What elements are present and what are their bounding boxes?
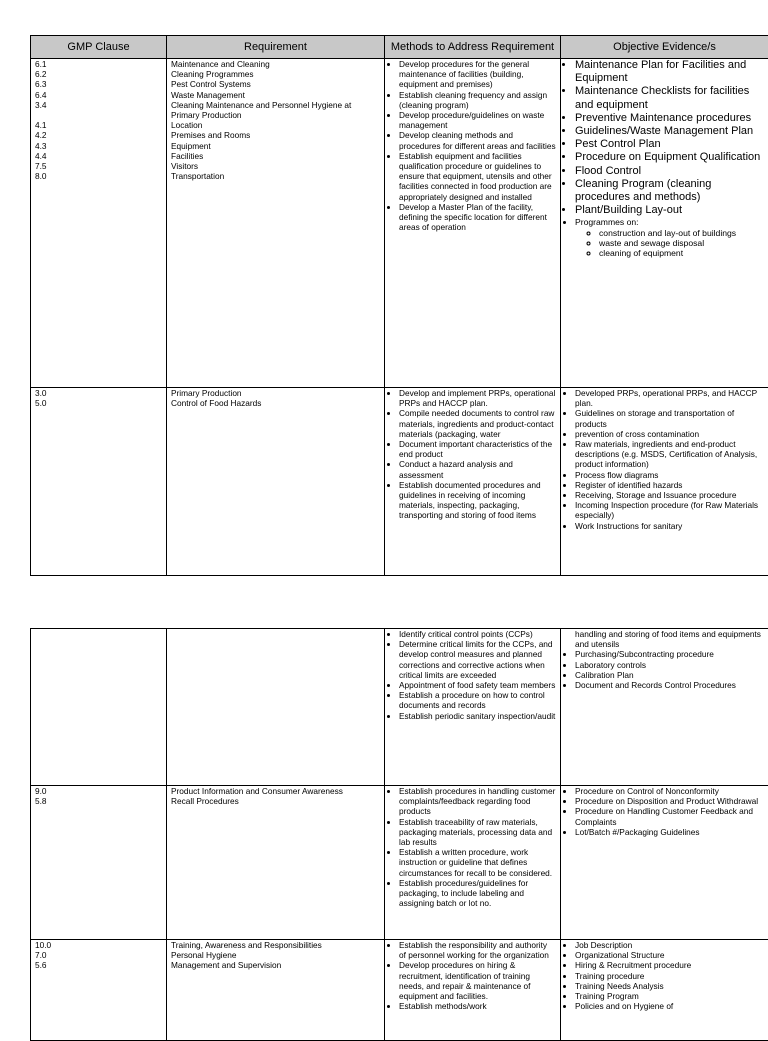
list-item: • Calibration Plan — [575, 670, 764, 680]
cell-line: 5.6 — [35, 960, 162, 970]
list-item: • Establish traceability of raw materials, packaging materials, processing data and lab results — [399, 817, 556, 848]
list-item: • Develop procedure/guidelines on waste management — [399, 110, 556, 130]
methods-cell — [385, 786, 561, 940]
list-item: • Appointment of food safety team members — [399, 680, 556, 690]
cell-line: Facilities — [171, 151, 380, 161]
list-item: • Establish the responsibility and authority of personnel working for the organization — [399, 940, 556, 960]
cell-line: Training, Awareness and Responsibilities — [171, 940, 380, 950]
evidence-cell — [561, 629, 768, 786]
header-methods: Methods to Address Requirement — [385, 36, 561, 59]
gmp-table-page-2 — [30, 628, 768, 1041]
list-item: ◦ waste and sewage disposal — [599, 238, 764, 248]
list-item: • Purchasing/Subcontracting procedure — [575, 649, 764, 659]
cell-line: 4.1 — [35, 120, 162, 130]
list-item: • Job Description — [575, 940, 764, 950]
evidence-cell — [561, 59, 768, 388]
gmp-table-page-1 — [30, 35, 768, 576]
list-item: • Establish cleaning frequency and assign (cleaning program) — [399, 90, 556, 110]
clause-cell — [31, 940, 167, 1041]
requirement-cell — [167, 388, 385, 576]
list-item: • Developed PRPs, operational PRPs, and HACCP plan. — [575, 388, 764, 408]
list-item: • Training procedure — [575, 971, 764, 981]
list-item: • Establish procedures/guidelines for packaging, to include labeling and assigning batch or lot no. — [399, 878, 556, 909]
header-gmp-clause: GMP Clause — [31, 36, 167, 59]
list-item: • Develop cleaning methods and procedures for different areas and facilities — [399, 130, 556, 150]
list-item: • Procedure on Disposition and Product Withdrawal — [575, 796, 764, 806]
list-item: • Establish documented procedures and guidelines in receiving of incoming materials, inspecting, packaging, transporting and storing of food items — [399, 480, 556, 521]
evidence-cell — [561, 388, 768, 576]
list-item: • Document and Records Control Procedures — [575, 680, 764, 690]
clause-cell — [31, 388, 167, 576]
cell-line: 4.3 — [35, 141, 162, 151]
cell-line: Pest Control Systems — [171, 79, 380, 89]
list-item: • Identify critical control points (CCPs) — [399, 629, 556, 639]
requirement-cell — [167, 940, 385, 1041]
clause-cell — [31, 629, 167, 786]
cell-line: 5.8 — [35, 796, 162, 806]
table-row — [31, 940, 768, 1041]
cell-line: Cleaning Programmes — [171, 69, 380, 79]
list-item: • Lot/Batch #/Packaging Guidelines — [575, 827, 764, 837]
list-item: • Determine critical limits for the CCPs, and develop control measures and planned corrections and corrective actions when critical limits are exceeded — [399, 639, 556, 680]
list-item: • Training Program — [575, 991, 764, 1001]
list-item: • Maintenance Checklists for facilities and equipment — [575, 85, 764, 111]
methods-cell — [385, 629, 561, 786]
cell-line: 6.4 — [35, 90, 162, 100]
cell-line: Premises and Rooms — [171, 130, 380, 140]
cell-line: Equipment — [171, 141, 380, 151]
cell-line: 9.0 — [35, 786, 162, 796]
list-item: ◦ construction and lay-out of buildings — [599, 228, 764, 238]
header-evidence: Objective Evidence/s — [561, 36, 768, 59]
cell-line: 3.4 — [35, 100, 162, 110]
list-item: • Establish procedures in handling customer complaints/feedback regarding food products — [399, 786, 556, 817]
table-row — [31, 59, 768, 388]
cell-line: 8.0 — [35, 171, 162, 181]
list-item: • Establish equipment and facilities qualification procedure or guidelines to ensure that equipment, utensils and other facilities connected in food production are appropriately designed and installed — [399, 151, 556, 202]
list-item: ◦ cleaning of equipment — [599, 248, 764, 258]
list-item: • Maintenance Plan for Facilities and Equipment — [575, 59, 764, 85]
list-item: • Laboratory controls — [575, 660, 764, 670]
list-item — [575, 217, 764, 258]
list-item: • Develop procedures on hiring & recruitment, identification of training needs, and repair & maintenance of equipment and facilities. — [399, 960, 556, 1001]
list-item: • Work Instructions for sanitary — [575, 521, 764, 531]
evidence-continued-text: handling and storing of food items and equipments and utensils — [565, 629, 764, 649]
cell-line: 6.1 — [35, 59, 162, 69]
cell-line: 7.0 — [35, 950, 162, 960]
list-item: • Develop procedures for the general maintenance of facilities (building, equipment and premises) — [399, 59, 556, 90]
clause-cell — [31, 59, 167, 388]
list-item: • Guidelines on storage and transportation of products — [575, 408, 764, 428]
requirement-cell — [167, 629, 385, 786]
requirement-cell — [167, 59, 385, 388]
cell-line — [35, 110, 162, 120]
list-item: • Pest Control Plan — [575, 138, 764, 151]
list-item: • Develop a Master Plan of the facility, defining the specific location for different areas of operation — [399, 202, 556, 233]
cell-line: Management and Supervision — [171, 960, 380, 970]
requirement-cell — [167, 786, 385, 940]
list-item: • Establish methods/work — [399, 1001, 556, 1011]
list-item: • Organizational Structure — [575, 950, 764, 960]
list-item: • Procedure on Handling Customer Feedback and Complaints — [575, 806, 764, 826]
list-item: • Flood Control — [575, 165, 764, 178]
list-item: • Conduct a hazard analysis and assessment — [399, 459, 556, 479]
table-row — [31, 388, 768, 576]
methods-cell — [385, 940, 561, 1041]
list-item: • Document important characteristics of the end product — [399, 439, 556, 459]
cell-line: 6.2 — [35, 69, 162, 79]
cell-line: Control of Food Hazards — [171, 398, 380, 408]
cell-line: 4.2 — [35, 130, 162, 140]
list-item: • prevention of cross contamination — [575, 429, 764, 439]
evidence-cell — [561, 940, 768, 1041]
list-item: • Register of identified hazards — [575, 480, 764, 490]
cell-line: 5.0 — [35, 398, 162, 408]
cell-line: Location — [171, 120, 380, 130]
list-item: • Cleaning Program (cleaning procedures and methods) — [575, 178, 764, 204]
clause-cell — [31, 786, 167, 940]
cell-line: Primary Production — [171, 388, 380, 398]
list-item: • Preventive Maintenance procedures — [575, 112, 764, 125]
evidence-cell — [561, 786, 768, 940]
table-row — [31, 786, 768, 940]
list-item: • Raw materials, ingredients and end-product descriptions (e.g. MSDS, Certification of Analysis, product information) — [575, 439, 764, 470]
list-item: • Training Needs Analysis — [575, 981, 764, 991]
list-item: • Receiving, Storage and Issuance procedure — [575, 490, 764, 500]
cell-line: Transportation — [171, 171, 380, 181]
table-row — [31, 629, 768, 786]
list-item: • Establish a written procedure, work instruction or guideline that defines circumstances for recall to be considered. — [399, 847, 556, 878]
cell-line: 4.4 — [35, 151, 162, 161]
list-item: • Establish a procedure on how to control documents and records — [399, 690, 556, 710]
header-requirement: Requirement — [167, 36, 385, 59]
cell-line: Personal Hygiene — [171, 950, 380, 960]
list-item: • Process flow diagrams — [575, 470, 764, 480]
list-item: • Hiring & Recruitment procedure — [575, 960, 764, 970]
cell-line: Maintenance and Cleaning — [171, 59, 380, 69]
list-item: • Guidelines/Waste Management Plan — [575, 125, 764, 138]
cell-line: Visitors — [171, 161, 380, 171]
header-row — [31, 36, 768, 59]
cell-line: 6.3 — [35, 79, 162, 89]
list-item: • Compile needed documents to control raw materials, ingredients and product-contact materials (packaging, water — [399, 408, 556, 439]
cell-line: 10.0 — [35, 940, 162, 950]
list-item: • Procedure on Equipment Qualification — [575, 151, 764, 164]
list-item: • Establish periodic sanitary inspection/audit — [399, 711, 556, 721]
cell-line: Recall Procedures — [171, 796, 380, 806]
cell-line: 7.5 — [35, 161, 162, 171]
list-item: • Develop and implement PRPs, operational PRPs and HACCP plan. — [399, 388, 556, 408]
cell-line: Cleaning Maintenance and Personnel Hygiene at Primary Production — [171, 100, 380, 120]
programmes-label: Programmes on: — [575, 217, 639, 227]
cell-line: 3.0 — [35, 388, 162, 398]
methods-cell — [385, 388, 561, 576]
list-item: • Procedure on Control of Nonconformity — [575, 786, 764, 796]
list-item: • Plant/Building Lay-out — [575, 204, 764, 217]
cell-line: Product Information and Consumer Awareness — [171, 786, 380, 796]
methods-cell — [385, 59, 561, 388]
list-item: • Incoming Inspection procedure (for Raw Materials especially) — [575, 500, 764, 520]
list-item: • Policies and on Hygiene of — [575, 1001, 764, 1011]
cell-line: Waste Management — [171, 90, 380, 100]
